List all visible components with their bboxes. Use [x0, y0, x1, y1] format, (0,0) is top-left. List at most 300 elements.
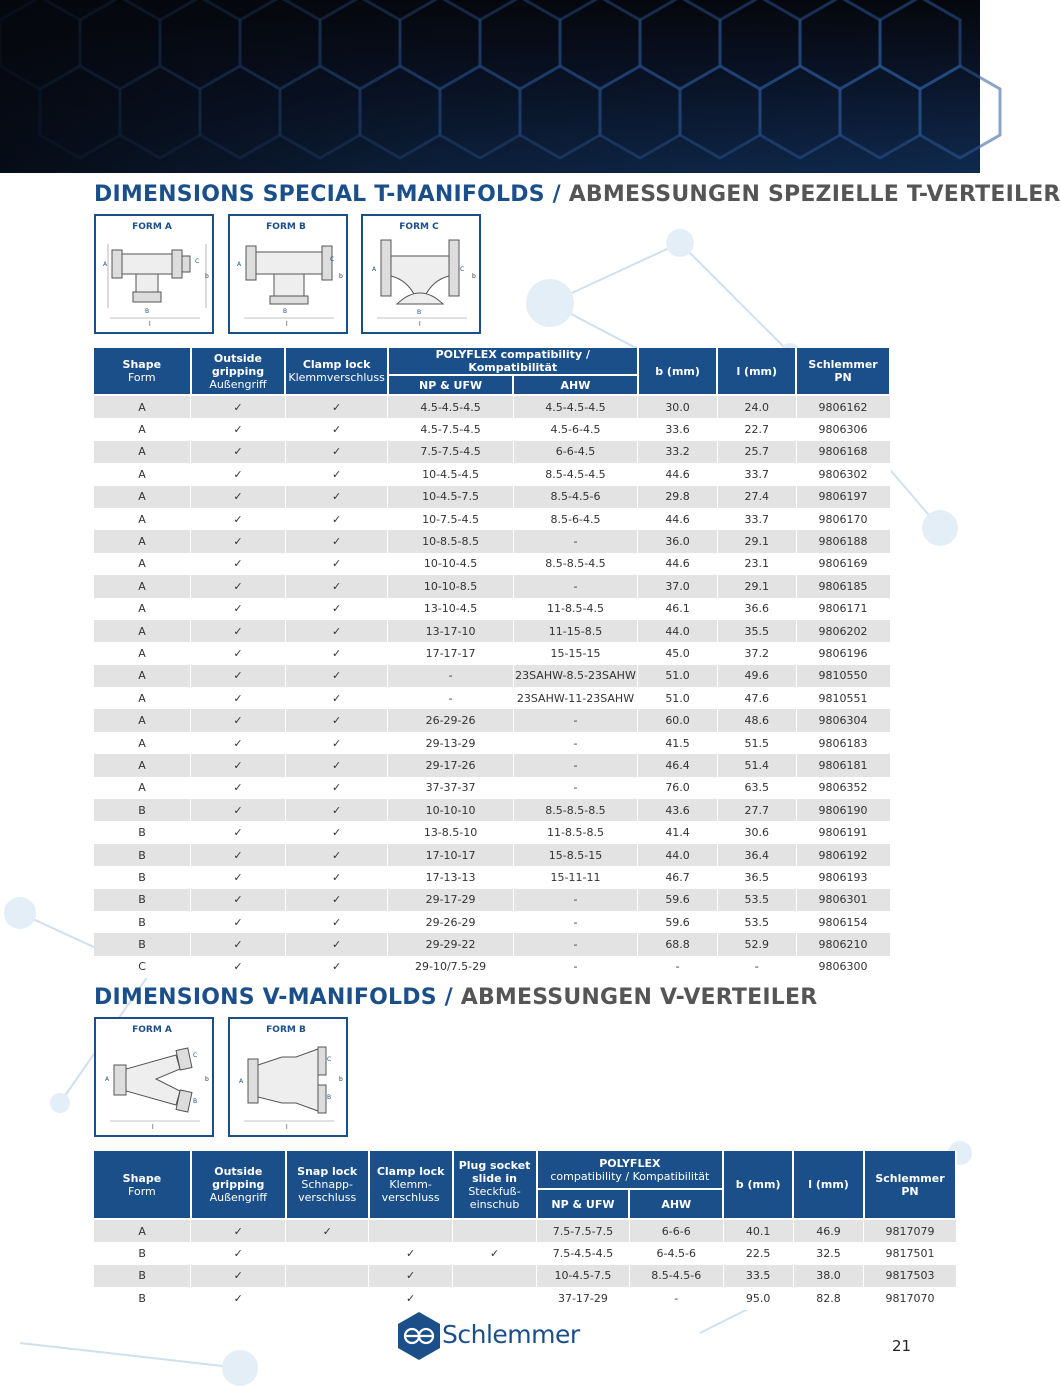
table-cell: A — [94, 665, 191, 687]
table-cell: 9806185 — [796, 575, 890, 597]
table-cell: 33.7 — [717, 508, 796, 530]
table-cell: ✓ — [191, 866, 286, 888]
table-cell: 15-11-11 — [513, 866, 637, 888]
table-cell — [286, 1242, 369, 1264]
v-manifolds-table — [94, 1151, 957, 1310]
svg-text:b: b — [339, 1076, 343, 1083]
table-cell: 44.6 — [638, 463, 718, 485]
table-cell: B — [94, 889, 191, 911]
svg-text:B: B — [327, 1094, 332, 1101]
table-row — [94, 732, 890, 754]
table-cell: A — [94, 709, 191, 731]
table-row — [94, 866, 890, 888]
table-cell: 49.6 — [717, 665, 796, 687]
table-cell: 95.0 — [723, 1287, 793, 1309]
table-cell: 9806171 — [796, 598, 890, 620]
table-cell: 36.6 — [717, 598, 796, 620]
table-cell: 10-4.5-4.5 — [388, 463, 513, 485]
table-cell: A — [94, 777, 191, 799]
table-cell: 6-6-6 — [629, 1219, 723, 1242]
table-cell: 9806300 — [796, 956, 890, 978]
table-row — [94, 956, 890, 978]
table-row — [94, 575, 890, 597]
table-cell: ✓ — [285, 799, 388, 821]
form-label: FORM C — [399, 222, 439, 232]
header-pn: Schlemmer PN — [864, 1151, 956, 1219]
table-cell: 9806202 — [796, 620, 890, 642]
header-banner — [0, 0, 980, 173]
table-cell: ✓ — [285, 911, 388, 933]
table-cell: 29-10/7.5-29 — [388, 956, 513, 978]
table-cell: 9806170 — [796, 508, 890, 530]
table-cell: 46.4 — [638, 754, 718, 776]
table-cell: 29.1 — [717, 530, 796, 552]
header-pn: Schlemmer PN — [796, 348, 890, 395]
table-cell: 23.1 — [717, 553, 796, 575]
svg-text:C: C — [460, 266, 465, 273]
table-cell: 44.0 — [638, 844, 718, 866]
table-cell: 9806169 — [796, 553, 890, 575]
table-cell: 53.5 — [717, 889, 796, 911]
table-cell: - — [388, 665, 513, 687]
table-row — [94, 620, 890, 642]
table-row — [94, 911, 890, 933]
table-cell: ✓ — [369, 1287, 453, 1309]
table-cell: 9817079 — [864, 1219, 956, 1242]
table-cell: 41.4 — [638, 821, 718, 843]
svg-text:A: A — [105, 1076, 110, 1083]
table-cell: ✓ — [191, 486, 286, 508]
table-row — [94, 1219, 956, 1242]
title-english: DIMENSIONS V-MANIFOLDS / — [94, 985, 453, 1010]
table-cell: B — [94, 799, 191, 821]
table-cell: 23SAHW-8.5-23SAHW — [513, 665, 637, 687]
table-row — [94, 799, 890, 821]
table-cell: 51.5 — [717, 732, 796, 754]
table-cell: - — [513, 911, 637, 933]
table-cell: ✓ — [285, 687, 388, 709]
v-manifold-form-a-drawing — [96, 1019, 212, 1135]
table-cell — [369, 1219, 453, 1242]
table-cell: ✓ — [191, 665, 286, 687]
table-cell: 25.7 — [717, 441, 796, 463]
form-label: FORM A — [132, 1025, 172, 1035]
table-cell: 9806352 — [796, 777, 890, 799]
table-cell: 9806188 — [796, 530, 890, 552]
table-cell — [286, 1287, 369, 1309]
table-cell: ✓ — [191, 889, 286, 911]
table-cell: - — [717, 956, 796, 978]
table-cell: ✓ — [191, 777, 286, 799]
header-l: l (mm) — [793, 1151, 864, 1219]
table-cell: - — [513, 754, 637, 776]
table-cell: ✓ — [191, 463, 286, 485]
table-cell: 9810551 — [796, 687, 890, 709]
schlemmer-logo — [396, 1310, 596, 1362]
table-cell: A — [94, 441, 191, 463]
title-german: ABMESSUNGEN SPEZIELLE T-VERTEILER — [568, 182, 1061, 207]
svg-text:B: B — [283, 308, 288, 315]
table-cell: ✓ — [191, 418, 286, 440]
table-cell: 9817503 — [864, 1265, 956, 1287]
table-cell: 32.5 — [793, 1242, 864, 1264]
table-cell: ✓ — [285, 395, 388, 418]
table-cell: 9806162 — [796, 395, 890, 418]
table-cell: 9806168 — [796, 441, 890, 463]
svg-text:A: A — [237, 261, 242, 268]
table-cell: 10-4.5-7.5 — [388, 486, 513, 508]
table-cell: ✓ — [191, 732, 286, 754]
table-cell: 43.6 — [638, 799, 718, 821]
table-row — [94, 642, 890, 664]
table-cell: ✓ — [369, 1265, 453, 1287]
table-row — [94, 844, 890, 866]
table-cell: ✓ — [285, 933, 388, 955]
table-cell: 38.0 — [793, 1265, 864, 1287]
table-cell: 7.5-7.5-4.5 — [388, 441, 513, 463]
table-cell: ✓ — [285, 620, 388, 642]
table-cell: ✓ — [285, 956, 388, 978]
table-row — [94, 665, 890, 687]
table-cell: 52.9 — [717, 933, 796, 955]
table-cell: 22.7 — [717, 418, 796, 440]
table-cell: 33.5 — [723, 1265, 793, 1287]
table-cell: 4.5-4.5-4.5 — [513, 395, 637, 418]
table-cell: - — [638, 956, 718, 978]
table-row — [94, 933, 890, 955]
table-cell: ✓ — [191, 956, 286, 978]
table-cell: B — [94, 1287, 191, 1309]
table-cell: ✓ — [285, 821, 388, 843]
header-ahw: AHW — [513, 375, 637, 395]
header-snap-lock: Snap lock Schnapp- verschluss — [286, 1151, 369, 1219]
table-cell: 9806304 — [796, 709, 890, 731]
table-cell: 9806190 — [796, 799, 890, 821]
table-cell: ✓ — [285, 598, 388, 620]
header-shape: Shape Form — [94, 1151, 191, 1219]
table-cell: 9806196 — [796, 642, 890, 664]
table-cell: A — [94, 1219, 191, 1242]
table-cell: 6-6-4.5 — [513, 441, 637, 463]
v-manifolds-table-body — [94, 1219, 956, 1310]
table-row — [94, 598, 890, 620]
table-cell: 29-17-26 — [388, 754, 513, 776]
form-label: FORM B — [266, 1025, 306, 1035]
header-ahw: AHW — [629, 1189, 723, 1219]
table-cell: B — [94, 1242, 191, 1264]
table-cell — [453, 1265, 537, 1287]
table-cell: 23SAHW-11-23SAHW — [513, 687, 637, 709]
table-cell: 8.5-4.5-6 — [513, 486, 637, 508]
table-cell: 36.0 — [638, 530, 718, 552]
table-cell: 17-17-17 — [388, 642, 513, 664]
header-l: l (mm) — [717, 348, 796, 395]
table-cell: 29-17-29 — [388, 889, 513, 911]
table-cell: ✓ — [191, 441, 286, 463]
table-cell: ✓ — [453, 1242, 537, 1264]
v-form-a-diagram — [94, 1017, 214, 1137]
title-german: ABMESSUNGEN V-VERTEILER — [460, 985, 818, 1010]
page-number: 21 — [892, 1337, 912, 1355]
table-cell: A — [94, 508, 191, 530]
table-cell: 9806192 — [796, 844, 890, 866]
table-cell: 37.2 — [717, 642, 796, 664]
table-row — [94, 709, 890, 731]
table-cell: 4.5-6-4.5 — [513, 418, 637, 440]
svg-text:l: l — [286, 1124, 288, 1131]
table-cell: ✓ — [191, 598, 286, 620]
table-cell: 8.5-4.5-6 — [629, 1265, 723, 1287]
table-cell: ✓ — [285, 642, 388, 664]
table-row — [94, 754, 890, 776]
table-cell: ✓ — [285, 889, 388, 911]
table-cell: A — [94, 687, 191, 709]
table-row — [94, 441, 890, 463]
t-manifold-form-b-drawing — [230, 216, 346, 332]
table-cell: 7.5-4.5-4.5 — [537, 1242, 630, 1264]
table-cell: ✓ — [285, 441, 388, 463]
table-row — [94, 463, 890, 485]
form-c-diagram — [361, 214, 481, 334]
table-row — [94, 530, 890, 552]
table-cell: 8.5-8.5-8.5 — [513, 799, 637, 821]
table-cell: ✓ — [191, 642, 286, 664]
form-b-diagram — [228, 214, 348, 334]
table-cell: 63.5 — [717, 777, 796, 799]
table-cell: ✓ — [285, 709, 388, 731]
table-row — [94, 1265, 956, 1287]
svg-text:l: l — [152, 1124, 154, 1131]
table-cell: 9806183 — [796, 732, 890, 754]
section-title-t-manifolds — [94, 182, 1061, 207]
table-cell: B — [94, 821, 191, 843]
header-np-ufw: NP & UFW — [537, 1189, 630, 1219]
t-manifolds-table — [94, 348, 891, 978]
table-cell: ✓ — [191, 821, 286, 843]
table-cell: 11-8.5-8.5 — [513, 821, 637, 843]
table-cell: 44.6 — [638, 553, 718, 575]
table-cell: 37-37-37 — [388, 777, 513, 799]
header-clamp-lock: Clamp lock Klemm- verschluss — [369, 1151, 453, 1219]
table-row — [94, 687, 890, 709]
table-cell: ✓ — [191, 508, 286, 530]
table-cell: 30.6 — [717, 821, 796, 843]
table-cell: 15-15-15 — [513, 642, 637, 664]
table-cell: 82.8 — [793, 1287, 864, 1309]
table-cell: ✓ — [285, 866, 388, 888]
table-cell: 60.0 — [638, 709, 718, 731]
table-cell: 10-7.5-4.5 — [388, 508, 513, 530]
table-cell: 47.6 — [717, 687, 796, 709]
svg-text:A: A — [372, 266, 377, 273]
table-cell: 68.8 — [638, 933, 718, 955]
table-cell: ✓ — [285, 844, 388, 866]
table-cell: - — [513, 956, 637, 978]
hexagon-pattern — [0, 0, 980, 173]
svg-text:B: B — [145, 308, 150, 315]
header-shape: Shape Form — [94, 348, 191, 395]
table-cell: 9806191 — [796, 821, 890, 843]
table-cell: - — [629, 1287, 723, 1309]
svg-text:b: b — [339, 273, 343, 280]
table-cell: 30.0 — [638, 395, 718, 418]
t-manifold-form-a-drawing — [96, 216, 212, 332]
table-cell: 9817501 — [864, 1242, 956, 1264]
table-cell: 29-13-29 — [388, 732, 513, 754]
table-cell: 59.6 — [638, 889, 718, 911]
table-cell: A — [94, 418, 191, 440]
table-cell: B — [94, 866, 191, 888]
table-cell: - — [513, 530, 637, 552]
table-cell: A — [94, 598, 191, 620]
table-cell: - — [513, 933, 637, 955]
table-cell: B — [94, 844, 191, 866]
form-label: FORM B — [266, 222, 306, 232]
table-cell: 46.1 — [638, 598, 718, 620]
table-cell: 59.6 — [638, 911, 718, 933]
table-cell: 6-4.5-6 — [629, 1242, 723, 1264]
table-cell: 7.5-7.5-7.5 — [537, 1219, 630, 1242]
svg-text:l: l — [149, 321, 151, 328]
table-cell: - — [513, 732, 637, 754]
form-a-diagram — [94, 214, 214, 334]
table-cell: ✓ — [191, 620, 286, 642]
table-cell: 27.7 — [717, 799, 796, 821]
table-cell: ✓ — [285, 575, 388, 597]
table-cell: ✓ — [191, 844, 286, 866]
table-cell: 29-29-22 — [388, 933, 513, 955]
table-cell: ✓ — [191, 395, 286, 418]
table-cell: 9806306 — [796, 418, 890, 440]
table-cell: ✓ — [285, 777, 388, 799]
svg-text:b: b — [205, 273, 209, 280]
table-cell: ✓ — [191, 530, 286, 552]
table-cell: 35.5 — [717, 620, 796, 642]
table-row — [94, 486, 890, 508]
table-cell: ✓ — [191, 754, 286, 776]
svg-text:l: l — [286, 321, 288, 328]
t-manifolds-table-body — [94, 395, 890, 978]
table-cell: A — [94, 530, 191, 552]
table-cell: B — [94, 911, 191, 933]
header-np-ufw: NP & UFW — [388, 375, 513, 395]
table-cell: 9806193 — [796, 866, 890, 888]
table-cell: - — [513, 575, 637, 597]
section-title-v-manifolds — [94, 985, 817, 1010]
svg-text:b: b — [205, 1076, 209, 1083]
svg-text:C: C — [330, 256, 335, 263]
table-row — [94, 1287, 956, 1309]
table-cell: 9806154 — [796, 911, 890, 933]
table-cell: A — [94, 642, 191, 664]
table-cell: 9806301 — [796, 889, 890, 911]
table-cell: 8.5-6-4.5 — [513, 508, 637, 530]
v-manifold-form-b-drawing — [230, 1019, 346, 1135]
table-cell: 10-10-4.5 — [388, 553, 513, 575]
svg-text:l: l — [419, 321, 421, 328]
table-cell: A — [94, 553, 191, 575]
table-cell: ✓ — [285, 553, 388, 575]
table-cell: ✓ — [285, 463, 388, 485]
table-cell: 26-29-26 — [388, 709, 513, 731]
schlemmer-hexagon-icon — [396, 1310, 442, 1362]
table-cell: 9806210 — [796, 933, 890, 955]
table-cell: ✓ — [191, 933, 286, 955]
table-cell: B — [94, 1265, 191, 1287]
table-cell — [453, 1287, 537, 1309]
table-cell: 22.5 — [723, 1242, 793, 1264]
table-cell: 40.1 — [723, 1219, 793, 1242]
table-cell: 44.6 — [638, 508, 718, 530]
table-cell: 41.5 — [638, 732, 718, 754]
table-cell: 46.7 — [638, 866, 718, 888]
table-cell: ✓ — [285, 508, 388, 530]
header-outside-gripping: Outside gripping Außengriff — [191, 1151, 286, 1219]
table-cell: 11-8.5-4.5 — [513, 598, 637, 620]
table-cell: 8.5-4.5-4.5 — [513, 463, 637, 485]
t-manifold-form-c-drawing — [363, 216, 479, 332]
table-cell: 4.5-4.5-4.5 — [388, 395, 513, 418]
table-cell: ✓ — [191, 1265, 286, 1287]
table-cell: 9817070 — [864, 1287, 956, 1309]
table-cell: A — [94, 732, 191, 754]
header-b: b (mm) — [723, 1151, 793, 1219]
header-plug-socket: Plug socket slide in Steckfuß- einschub — [453, 1151, 537, 1219]
table-cell: A — [94, 486, 191, 508]
svg-text:B: B — [193, 1098, 198, 1105]
table-row — [94, 418, 890, 440]
table-cell: 9806181 — [796, 754, 890, 776]
table-cell: 15-8.5-15 — [513, 844, 637, 866]
table-cell: 51.0 — [638, 687, 718, 709]
header-b: b (mm) — [638, 348, 718, 395]
table-cell: ✓ — [191, 575, 286, 597]
table-cell: 29-26-29 — [388, 911, 513, 933]
svg-text:C: C — [195, 258, 200, 265]
svg-text:b: b — [472, 273, 476, 280]
table-cell: ✓ — [191, 1287, 286, 1309]
table-cell: 51.0 — [638, 665, 718, 687]
table-cell: 33.7 — [717, 463, 796, 485]
table-cell: ✓ — [191, 1219, 286, 1242]
table-cell: ✓ — [285, 530, 388, 552]
table-row — [94, 821, 890, 843]
table-cell: 8.5-8.5-4.5 — [513, 553, 637, 575]
table-cell: 37.0 — [638, 575, 718, 597]
table-cell: C — [94, 956, 191, 978]
table-cell: 27.4 — [717, 486, 796, 508]
table-cell: 9806302 — [796, 463, 890, 485]
table-cell: A — [94, 754, 191, 776]
table-cell: 36.4 — [717, 844, 796, 866]
table-cell: ✓ — [369, 1242, 453, 1264]
header-polyflex: POLYFLEX compatibility / Kompatibilität — [388, 348, 638, 375]
table-cell: 10-10-8.5 — [388, 575, 513, 597]
table-cell: ✓ — [285, 754, 388, 776]
table-cell: ✓ — [191, 799, 286, 821]
table-cell: 17-13-13 — [388, 866, 513, 888]
table-cell: - — [513, 777, 637, 799]
table-row — [94, 395, 890, 418]
table-cell: 13-8.5-10 — [388, 821, 513, 843]
svg-text:B: B — [417, 309, 422, 316]
table-cell — [286, 1265, 369, 1287]
header-clamp-lock: Clamp lock Klemmverschluss — [285, 348, 388, 395]
table-cell: ✓ — [285, 732, 388, 754]
table-cell: ✓ — [191, 687, 286, 709]
table-cell: 45.0 — [638, 642, 718, 664]
table-cell: 36.5 — [717, 866, 796, 888]
